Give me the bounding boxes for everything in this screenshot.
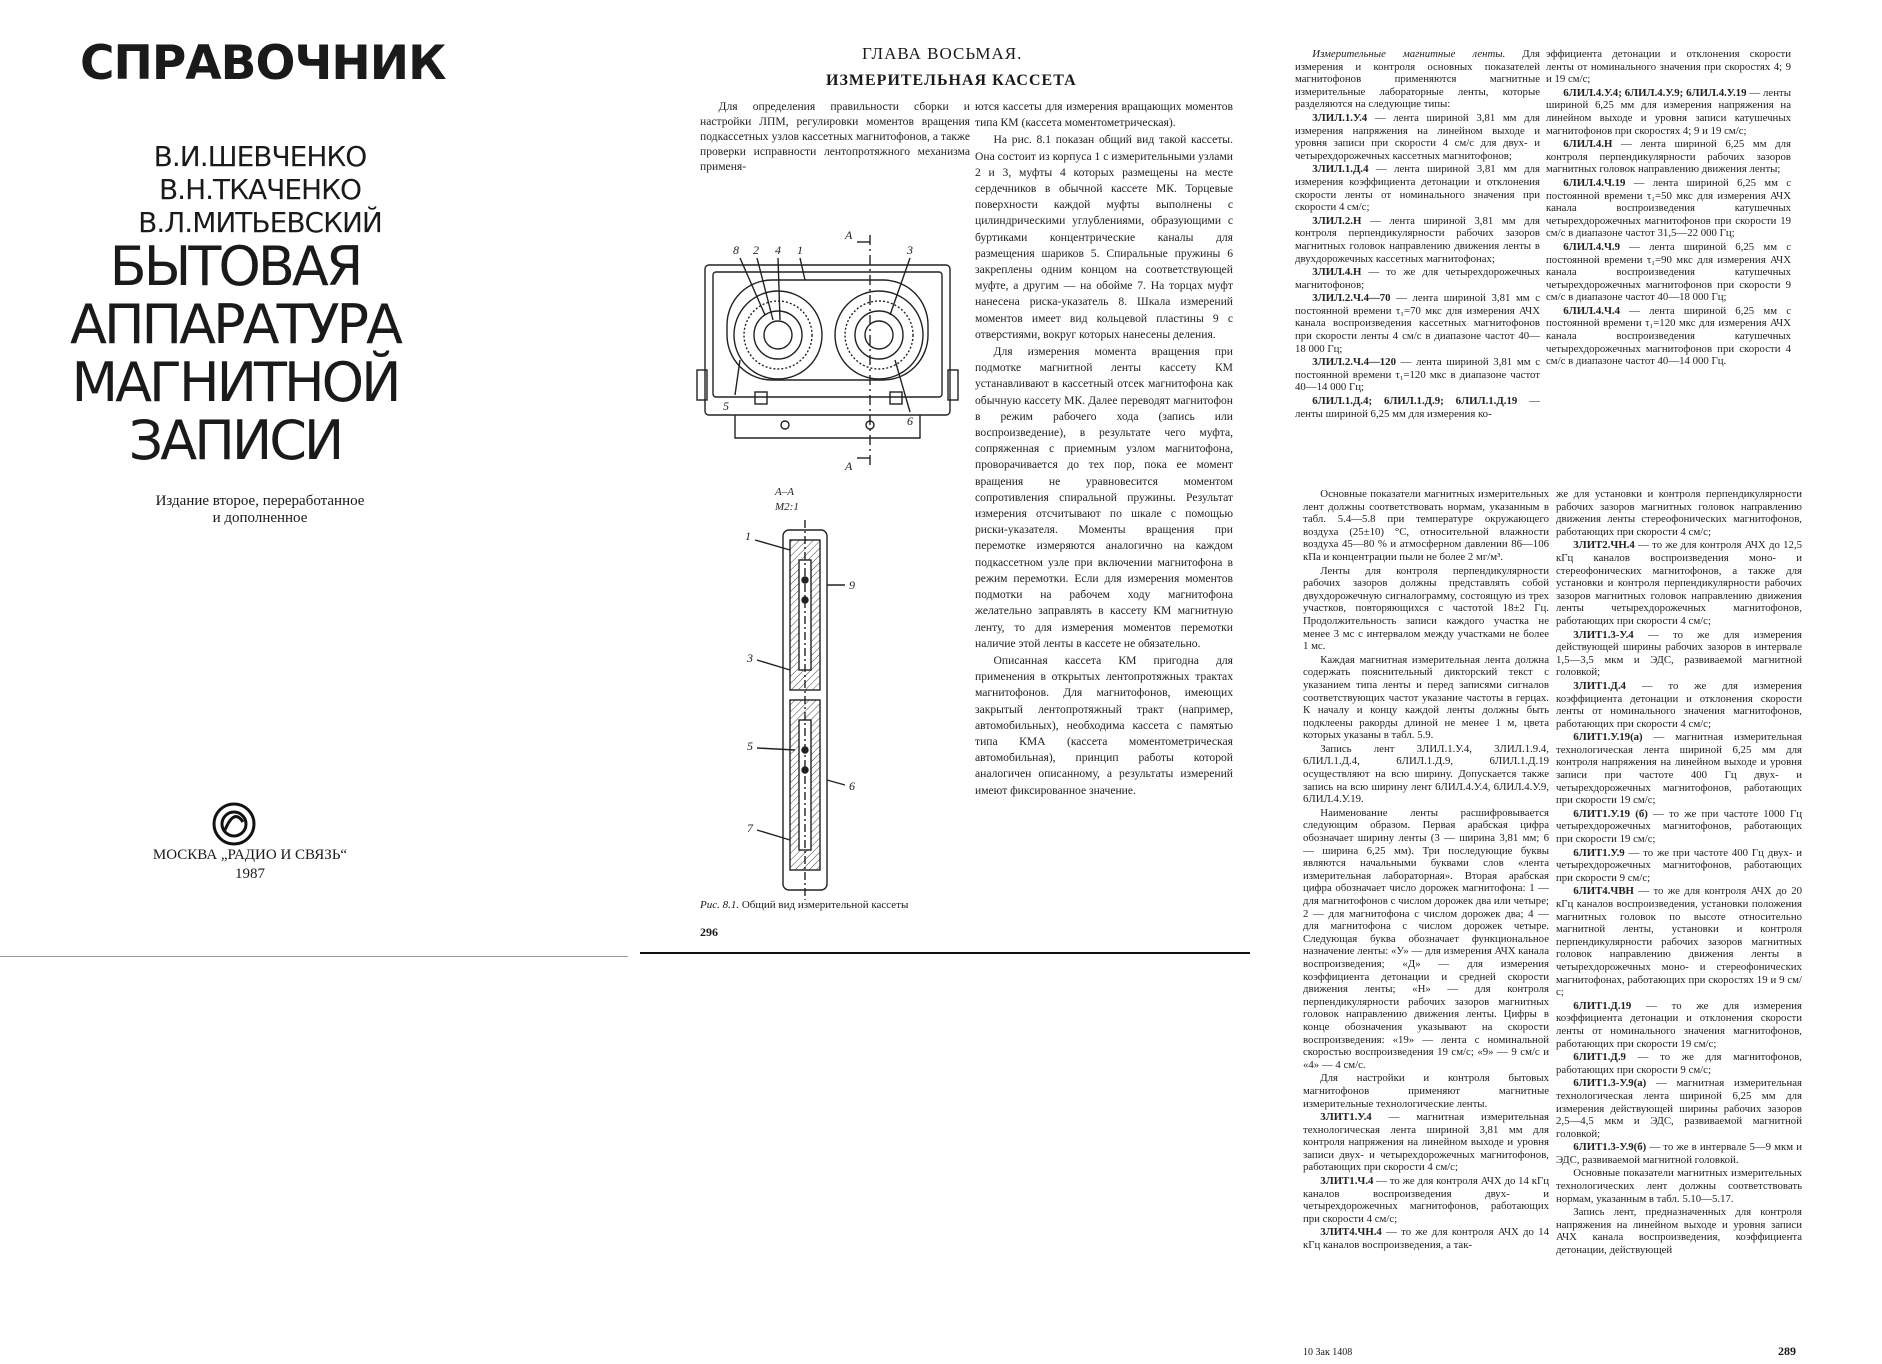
entry-text: Основные показатели магнитных измерительных технологических лент должны соответствовать нормам, указанным в табл. 5.10—5.17. — [1556, 1167, 1802, 1205]
entry-text: — лента шириной 3,81 мм с постоянной времени τ₁=70 мкс для измерения АЧХ канала воспроизведения кассетных магнитофонов при скорости ленты 4 см/с в диапазоне частот 40—18 000 Гц; — [1295, 292, 1540, 355]
callout-label: 4 — [775, 243, 781, 257]
tape-entry — [1556, 1141, 1802, 1166]
entry-text: эффициента детонации и отклонения скорости ленты от номинального значения при скоростях 4; 9 и 19 см/с; — [1546, 48, 1791, 86]
tape-code: 6ЛИЛ.4.Ч.19 — [1563, 176, 1626, 189]
tape-entry — [1546, 138, 1791, 176]
paragraph: Для измерения момента вращения при подмотке магнитной ленты кассету КМ устанавливают в кассетный отсек магнитофона как обычную кассету МК. Далее переводят магнитофон в режим рабочего хода (запись или воспроизведение), в результате чего муфта, сопряженная с приемным узлом магнитофона, проворачивается до тех пор, пока ее момент вращения не уравновесится моментом сопротивления спиральной пружины. Результат измерения отсчитывают по шкале с помощью риски-указателя. Моменты вращения при перемотке измеряются аналогично на каждом подкассетном узле при включении магнитофона в режим перемотки. Если для измерения моментов подмотки на рабочем ходу магнитофона желательно заправлять в кассету КМ магнитную ленту, то для измерения моментов перемотки наличие этой ленты в кассете не обязательно. — [975, 345, 1233, 650]
entry-text: — то же для контроля АЧХ до 12,5 кГц каналов воспроизведения моно- и стереофонических магнитофонов, а также для установки и контроля перпендикулярности рабочих зазоров магнитных головок направлению движения ленты четырехдорожечных магнитофонов, работающих при скорости 4 см/с; — [1556, 539, 1802, 627]
entry-text: — магнитная измерительная технологическая лента шириной 6,25 мм для контроля напряжения на линейном выходе и уровня записи при частоте 400 Гц двух- и четырехдорожечных магнитофонов, работающих при скорости 19 см/с; — [1556, 731, 1802, 807]
tape-code: 6ЛИЛ.4.Н — [1563, 138, 1613, 151]
paragraph: На рис. 8.1 показан общий вид такой кассеты. Она состоит из корпуса 1 с измерительными узлами 2 и 3, муфты 4 которых размещены на месте сердечников в обычной кассете МК. Торцевые поверхности каждой муфты выполнены с цилиндрическими углублениями, образующими с буртиками концентрические каналы для размещения шариков 5. Спиральные пружины 6 закреплены одним концом на соответствующей муфте, а другим — на обойме 7. На торцах муфт нанесена риска-указатель 8. Шкала измерений моментов имеет вид кольцевой пластины 9 с отверстиями, вокруг которых нанесены деления. — [975, 133, 1233, 341]
tape-entry — [1556, 1077, 1802, 1140]
text-column-top-right — [1546, 48, 1791, 443]
paragraph — [1303, 488, 1549, 564]
entry-text: — то же для измерения коэффициента детонации и отклонения скорости ленты от номинального значения магнитофонов, работающих при скорости 19 см/с; — [1556, 999, 1802, 1050]
tape-entry — [1295, 266, 1540, 291]
tape-code: 3ЛИТ1.3-У.4 — [1573, 628, 1634, 641]
section-mark: А — [845, 228, 853, 242]
tape-code: 6ЛИЛ.4.Ч.9 — [1563, 240, 1620, 253]
chapter-label: ГЛАВА ВОСЬМАЯ. — [862, 44, 1023, 63]
entry-text: — лента шириной 3,81 мм для измерения напряжения на линейном выходе и уровня записи при скорости 4 см/с для двух- и четырехдорожечных кассетных магнитофонов; — [1295, 111, 1540, 162]
paragraph — [1303, 565, 1549, 653]
callout-label: 5 — [723, 399, 729, 413]
tape-code: 3ЛИТ1.Д.4 — [1573, 679, 1626, 692]
entry-text: Для настройки и контроля бытовых магнитофонов применяют магнитные измерительные технологические ленты. — [1303, 1072, 1549, 1110]
tape-code: 3ЛИТ2.ЧН.4 — [1573, 539, 1635, 552]
tape-entry — [1556, 808, 1802, 846]
callout-label: 6 — [849, 779, 855, 793]
tape-entry — [1295, 395, 1540, 420]
entry-text: — ленты шириной 6,25 мм для измерения напряжения на линейном выходе и уровня записи катушечных магнитофонов при скоростях 4; 9 и 19 см/с; — [1546, 86, 1791, 137]
tape-code: 3ЛИТ1.У.4 — [1320, 1111, 1372, 1124]
left-reel-outer — [734, 291, 822, 379]
caption-text: Общий вид измерительной кассеты — [741, 899, 909, 911]
callout-label: 7 — [747, 821, 753, 835]
tape-entry — [1295, 163, 1540, 213]
entry-text: Измерительные магнитные ленты. Для измерения и контроля основных показателей магнитофонов применяются магнитные измерительные лабораторные ленты, которые разделяются на следующие типы: — [1295, 48, 1540, 111]
entry-text: — лента шириной 3,81 мм для измерения коэффициента детонации и отклонения скорости ленты от номинального значения при скорости 4 см/с; — [1295, 163, 1540, 214]
entry-text: — то же для четырехдорожечных магнитофонов; — [1295, 266, 1540, 291]
tape-entry — [1295, 215, 1540, 265]
paragraph — [1303, 1072, 1549, 1110]
entry-text: — магнитная измерительная технологическая лента шириной 3,81 мм для контроля напряжения на линейном выходе и уровня записи двух- и четырехдорожечных магнитофонов, работающих при скорости 4 см/с; — [1303, 1111, 1549, 1174]
publisher-logo-icon — [210, 800, 258, 848]
entry-text: — то же при частоте 400 Гц двух- и четырехдорожечных магнитофонов, работающих при скорости 9 см/с; — [1556, 846, 1802, 884]
callout-label: 9 — [849, 578, 855, 592]
entry-text: — то же для измерения коэффициента детонации и отклонения скорости ленты от номинального значения магнитофонов, работающих при скорости 4 см/с; — [1556, 679, 1802, 730]
tape-code: 6ЛИЛ.4.Ч.4 — [1563, 304, 1620, 317]
printer-signature: 10 Зак 1408 — [1303, 1347, 1353, 1358]
entry-text: Наименование ленты расшифровывается следующим образом. Первая арабская цифра обозначает ширину ленты (3 — ширина 3,81 мм; 6 — ширина 6,25 мм). Три последующие буквы являются начальными буквами слов «лента измерительная лабораторная». Вторая арабская цифра обозначает число дорожек магнитофона: 1 — для магнитофонов с числом дорожек два или четыре; 2 — для магнитофона с числом дорожек два; 4 — для магнитофона с числом дорожек четыре. Следующая буква обозначает функциональное назначение ленты: «У» — для измерения АЧХ канала воспроизведения; «Д» — для измерения коэффициента детонации и средней скорости движения ленты; «Н» — для контроля перпендикулярности рабочих зазоров магнитных головок направлению движения ленты. Цифры в конце обозначения указывают на скорости воспроизведения: «19» — лента с номинальной скоростью воспроизведения 19 см/с; «9» — 9 см/с и «4» — 4 см/с. — [1303, 806, 1549, 1071]
author-list — [110, 140, 410, 239]
entry-text: — ленты шириной 6,25 мм для измерения ко- — [1295, 395, 1540, 420]
callout-label: 5 — [747, 739, 753, 753]
entry-text: — магнитная измерительная технологическая лента шириной 6,25 мм для измерения действующей ширины рабочих зазоров 2,5—4,5 мкм и ЭДС, развиваемой магнитной головкой; — [1556, 1077, 1802, 1140]
right-reel-outer — [835, 291, 923, 379]
page-bottom-rule — [640, 952, 1250, 954]
tape-code: 6ЛИТ1.У.19(а) — [1573, 731, 1643, 744]
tape-entry — [1556, 629, 1802, 679]
callout-label: 1 — [745, 529, 751, 543]
entry-text: — то же для контроля АЧХ до 20 кГц каналов воспроизведения, установки положения магнитных головок по высоте относительно магнитной ленты, установки и контроля перпендикулярности рабочих зазоров магнитных головок направлению движения ленты в четырехдорожечных моно- и стереофонических магнитофонах, работающих при скоростях 19 и 9 см/с; — [1556, 885, 1802, 999]
series-label: СПРАВОЧНИК — [80, 36, 446, 91]
tape-entry — [1546, 177, 1791, 240]
tape-entry — [1556, 1051, 1802, 1076]
paragraph: Для определения правильности сборки и настройки ЛПМ, регулировки моментов вращения подкассетных узлов кассетных магнитофонов, а также проверки исправности лентопротяжного механизма применя- — [700, 100, 970, 173]
section-title: А–А — [775, 486, 794, 498]
book-title-line: АППАРАТУРА — [70, 293, 400, 356]
page-number: 296 — [700, 925, 718, 939]
tape-entry — [1546, 87, 1791, 137]
entry-text: Ленты для контроля перпендикулярности рабочих зазоров должны представлять собой двухдорожечную сигналограмму, состоящую из трех участков, повторяющихся с частотой 18±2 Гц. Продолжительность записи каждого участка не менее 3 мс с интервалом между участками не более 1 мс. — [1303, 564, 1549, 653]
entry-text: же для установки и контроля перпендикулярности рабочих зазоров магнитных головок направлению движения ленты стереофонических магнитофонов, работающих при скорости 4 см/с; — [1556, 488, 1802, 538]
entry-text: — то же для измерения действующей ширины рабочих зазоров в интервале 1,5—3,5 мкм и ЭДС, развиваемой магнитной головкой; — [1556, 628, 1802, 679]
callout-label: 6 — [907, 414, 913, 428]
entry-text: — лента шириной 6,25 мм для контроля перпендикулярности рабочих зазоров магнитных головок направлению движения ленты; — [1546, 138, 1791, 176]
entry-text: — лента шириной 3,81 мм с постоянной времени τ₁=120 мкс в диапазоне частот 40—14 000 Гц; — [1295, 356, 1540, 394]
author-name: В.Л.МИТЬЕВСКИЙ — [138, 206, 382, 239]
right-reel-ring — [855, 311, 903, 359]
entry-text: Основные показатели магнитных измерительных лент должны соответствовать нормам, указанным в табл. 5.4—5.8 при температуре окружающего воздуха (25±10) °С, относительной влажности воздуха 45—80 % и атмосферном давлении 86—106 кПа и концентрации пыли не более 2 мг/м³. — [1303, 488, 1549, 563]
paragraph — [1556, 488, 1802, 538]
section-view — [755, 520, 845, 900]
callout-label: 3 — [747, 651, 753, 665]
tape-entry — [1556, 731, 1802, 807]
tape-code: 6ЛИТ1.3-У.9(б) — [1573, 1141, 1647, 1154]
tape-entry — [1303, 1226, 1549, 1251]
text-column — [975, 99, 1233, 859]
tape-code: 6ЛИТ4.ЧВН — [1573, 885, 1634, 898]
book-title — [60, 235, 410, 472]
callout-label: 3 — [907, 243, 913, 257]
paragraph — [1303, 743, 1549, 806]
tape-entry — [1556, 1000, 1802, 1050]
caption-label: Рис. 8.1. — [700, 899, 740, 911]
paragraph — [1303, 807, 1549, 1071]
entry-text: — лента шириной 6,25 мм с постоянной времени τ₁=90 мкс для измерения АЧХ канала воспроизведения катушечных четырехдорожечных магнитофонов при скорости 9 см/с в диапазоне частот 40—18 000 Гц; — [1546, 240, 1791, 304]
cassette-hole — [755, 392, 767, 404]
tape-code: 3ЛИЛ.2.Ч.4—120 — [1312, 356, 1396, 369]
tape-entry — [1556, 847, 1802, 885]
tape-entry — [1295, 292, 1540, 355]
figure-caption — [700, 899, 960, 912]
tape-code: 6ЛИТ1.Д.19 — [1573, 999, 1632, 1012]
section-mark: А — [845, 459, 853, 473]
book-title-line: БЫТОВАЯ — [109, 235, 361, 298]
paragraph: ются кассеты для измерения вращающих моментов типа КМ (кассета моментометрическая). — [975, 100, 1233, 130]
entry-text: — то же в интервале 5—9 мкм и ЭДС, развиваемой магнитной головкой. — [1556, 1141, 1802, 1166]
tape-code: 6ЛИТ1.У.19 (б) — [1573, 807, 1648, 820]
text-column-bottom-left — [1303, 488, 1549, 1346]
tape-entry — [1295, 356, 1540, 394]
tape-code: 3ЛИЛ.4.Н — [1312, 266, 1362, 279]
section-heading: ИЗМЕРИТЕЛЬНАЯ КАССЕТА — [826, 72, 1077, 89]
left-reel-hub — [764, 321, 792, 349]
cassette-figure — [695, 220, 965, 900]
entry-text: — то же при частоте 1000 Гц четырехдорожечных магнитофонов, работающих при скорости 19 см/с; — [1556, 807, 1802, 846]
page-edge — [0, 956, 628, 957]
tape-code: 3ЛИЛ.1.У.4 — [1312, 111, 1368, 124]
tape-code: 6ЛИЛ.4.У.4; 6ЛИЛ.4.У.9; 6ЛИЛ.4.У.19 — [1563, 86, 1747, 99]
left-reel-ring — [754, 311, 802, 359]
tape-entry — [1546, 305, 1791, 368]
tape-code: 6ЛИТ1.Д.9 — [1573, 1051, 1626, 1064]
entry-text: — то же для контроля АЧХ до 14 кГц каналов воспроизведения, а так- — [1303, 1226, 1549, 1252]
entry-text: — лента шириной 3,81 мм для контроля перпендикулярности рабочих зазоров магнитных головок направлению движения ленты в двухдорожечных кассетных магнитофонах; — [1295, 214, 1540, 265]
page-number: 289 — [1778, 1344, 1796, 1358]
entry-text: — то же для контроля АЧХ до 14 кГц каналов воспроизведения двух- и четырехдорожечных магнитофонов, работающих при скорости 4 см/с; — [1303, 1175, 1549, 1225]
section-scale: М2:1 — [775, 501, 799, 513]
tape-code: 6ЛИЛ.1.Д.4; 6ЛИЛ.1.Д.9; 6ЛИЛ.1.Д.19 — [1312, 395, 1518, 408]
cassette-inner-outline — [713, 272, 942, 397]
callout-label: 8 — [733, 243, 739, 257]
edition-note: Издание второе, переработанное и дополненное — [155, 493, 365, 526]
text-column-bottom-right — [1556, 488, 1802, 1333]
author-name: В.И.ШЕВЧЕНКО — [153, 140, 367, 173]
tape-entry — [1556, 539, 1802, 627]
entry-text: — лента шириной 6,25 мм с постоянной времени τ₁=120 мкс для измерения АЧХ канала воспроизведения катушечных четырехдорожечных магнитофонов при скорости 4 см/с в диапазоне частот 40—14 000 Гц. — [1546, 304, 1791, 368]
paragraph — [1295, 48, 1540, 111]
paragraph — [1303, 654, 1549, 742]
tape-code: 3ЛИТ1.Ч.4 — [1320, 1175, 1374, 1188]
tape-code: 3ЛИТ4.ЧН.4 — [1320, 1226, 1382, 1239]
tape-entry — [1556, 680, 1802, 730]
book-title-line: МАГНИТНОЙ — [71, 351, 399, 414]
paragraph — [1556, 1206, 1802, 1256]
tape-entry — [1546, 241, 1791, 304]
entry-text: — лента шириной 6,25 мм с постоянной времени τ₁=50 мкс для измерения АЧХ канала воспроизведения катушечных четырехдорожечных магнитофонов при скорости 19 см/с в диапазоне частот 31,5—22 000 Гц; — [1546, 176, 1791, 240]
paragraph — [1556, 1167, 1802, 1205]
tape-code: 3ЛИЛ.2.Ч.4—70 — [1312, 292, 1391, 305]
publication-year: 1987 — [235, 866, 265, 882]
author-name: В.Н.ТКАЧЕНКО — [158, 173, 362, 206]
publisher-name: МОСКВА „РАДИО И СВЯЗЬ“ — [152, 847, 348, 863]
paragraph — [1546, 48, 1791, 86]
paragraph: Описанная кассета КМ пригодна для применения в открытых лентопротяжных трактах магнитофонов. Для магнитофонов, имеющих закрытый лентопротяжный тракт (например, автомобильных), необходима кассета с памятью типа КМА (кассета моментометрическая автомобильная), принцип работы которой аналогичен описанному, а результаты измерений имеют фиксированное значение. — [975, 653, 1233, 797]
cassette-hole — [890, 392, 902, 404]
entry-text: Запись лент 3ЛИЛ.1.У.4, 3ЛИЛ.1.9.4, 6ЛИЛ.1.Д.4, 6ЛИЛ.1.Д.9, 6ЛИЛ.1.Д.19 осуществляют на всю ширину. Допускается также запись на всю ширину лент 6ЛИЛ.4.У.4, 6ЛИЛ.4.У.9, 6ЛИЛ.4.У.19. — [1303, 742, 1549, 806]
tape-entry — [1556, 885, 1802, 998]
book-title-line: ЗАПИСИ — [128, 409, 342, 472]
tape-entry — [1295, 112, 1540, 162]
right-reel-hub — [865, 321, 893, 349]
callout-label: 2 — [753, 243, 759, 257]
entry-text: Каждая магнитная измерительная лента должна содержать пояснительный дикторский текст с указанием типа ленты и перед записями сигналов соответствующих частот указание частоты в герцах. К началу и концу каждой ленты должны быть подклеены ракорды длиной не менее 1 м, цвета которых указаны в табл. 5.9. — [1303, 653, 1549, 742]
tape-code: 3ЛИЛ.1.Д.4 — [1312, 163, 1369, 176]
tape-entry — [1303, 1111, 1549, 1174]
text-column-top-left — [1295, 48, 1540, 443]
callout-label: 1 — [797, 243, 803, 257]
tape-code: 6ЛИТ1.У.9 — [1573, 846, 1625, 859]
tape-code: 3ЛИЛ.2.Н — [1312, 214, 1362, 227]
tape-code: 6ЛИТ1.3-У.9(а) — [1573, 1077, 1647, 1090]
entry-text: — то же для магнитофонов, работающих при скорости 9 см/с; — [1556, 1051, 1802, 1076]
entry-text: Запись лент, предназначенных для контроля напряжения на линейном выходе и уровня записи АЧХ канала воспроизведения, коэффициента детонации, действующей — [1556, 1206, 1802, 1257]
intro-column — [700, 99, 970, 175]
tape-entry — [1303, 1175, 1549, 1225]
cassette-head-area — [735, 415, 920, 438]
